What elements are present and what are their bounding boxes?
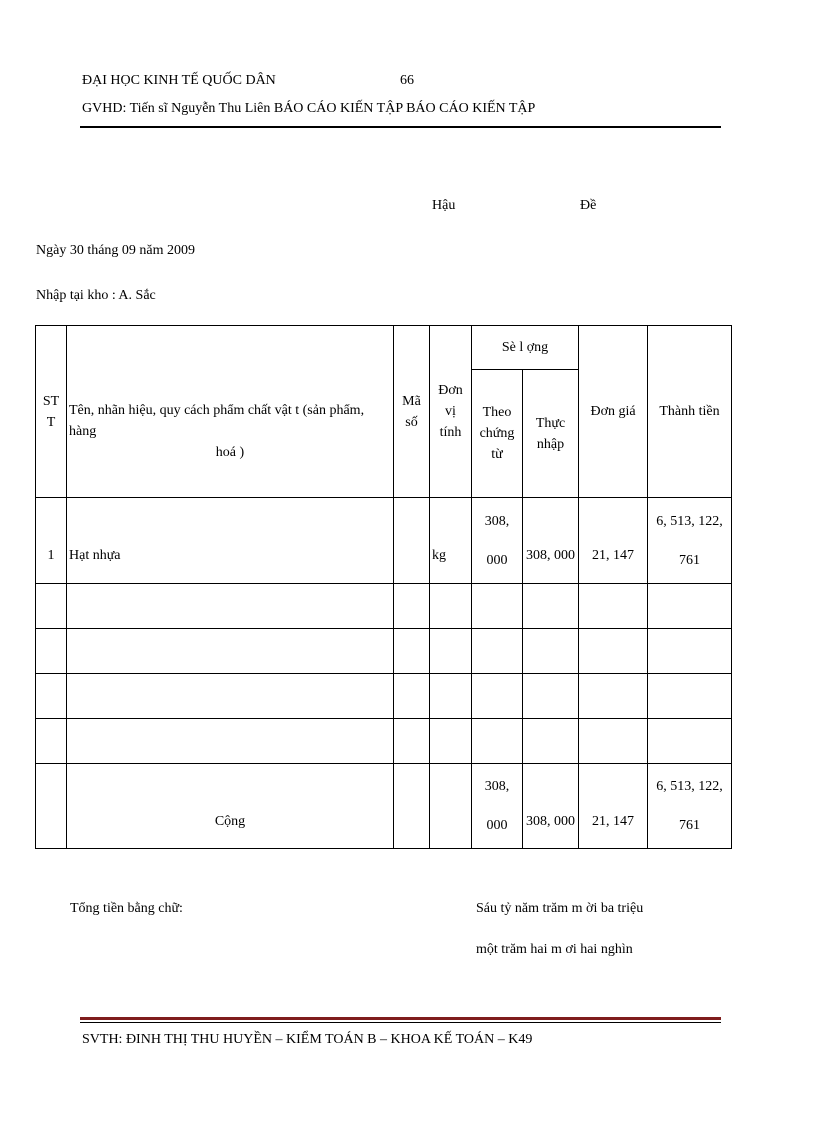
amount-in-words-line1: Sáu tỷ năm trăm m ời ba triệu <box>476 901 644 916</box>
amount-in-words-label: Tổng tiền bằng chữ: <box>70 901 183 916</box>
cell-stt: 1 <box>36 498 67 584</box>
table-row <box>36 629 732 674</box>
header-qty-document: Theo chứng từ <box>472 370 523 498</box>
table-row <box>36 719 732 764</box>
footer-rule <box>80 1017 721 1020</box>
header-quantity: Sè l ợng <box>472 326 579 370</box>
cell-total-amount: 6, 513, 122, 761 <box>648 764 732 849</box>
footer-rule-thin <box>80 1022 721 1023</box>
table-row <box>36 498 732 584</box>
amount-in-words-line2: một trăm hai m ơi hai nghìn <box>476 942 633 957</box>
header-amount: Thành tiền <box>648 326 732 498</box>
document-date: Ngày 30 tháng 09 năm 2009 <box>36 243 196 258</box>
header-unit: Đơn vị tính <box>430 326 472 498</box>
cell-total-qty-document: 308, 000 <box>472 764 523 849</box>
cell-total-unit-price: 21, 147 <box>579 764 648 849</box>
cell-total-qty-received: 308, 000 <box>523 764 579 849</box>
cell-code <box>394 498 430 584</box>
header-item-name: Tên, nhãn hiệu, quy cách phẩm chất vật t (sản phẩm, hàng hoá ) <box>67 326 394 498</box>
cell-unit-price: 21, 147 <box>579 498 648 584</box>
cell-unit: kg <box>430 498 472 584</box>
warehouse-label: Nhập tại kho : A. Sắc <box>36 288 156 303</box>
table-header-row <box>36 326 732 370</box>
cell-total-stt <box>36 764 67 849</box>
header-advisor: GVHD: Tiến sĩ Nguyễn Thu Liên BÁO CÁO KIẾN TẬP BÁO CÁO KIẾN TẬP <box>82 101 536 116</box>
page-number: 66 <box>400 73 414 88</box>
header-unit-price: Đơn giá <box>579 326 648 498</box>
header-stt: ST T <box>36 326 67 498</box>
footer-student: SVTH: ĐINH THỊ THU HUYỀN – KIỂM TOÁN B – KHOA KẾ TOÁN – K49 <box>82 1032 533 1047</box>
label-de: Đề <box>580 198 597 213</box>
receipt-table <box>35 325 732 849</box>
cell-amount: 6, 513, 122, 761 <box>648 498 732 584</box>
header-code: Mã số <box>394 326 430 498</box>
header-qty-received: Thực nhập <box>523 370 579 498</box>
header-university: ĐẠI HỌC KINH TẾ QUỐC DÂN <box>82 73 276 88</box>
table-row <box>36 584 732 629</box>
cell-qty-received: 308, 000 <box>523 498 579 584</box>
table-total-row <box>36 764 732 849</box>
label-hau: Hậu <box>432 198 456 213</box>
header-rule <box>80 126 721 128</box>
cell-total-label: Cộng <box>67 764 394 849</box>
cell-total-code <box>394 764 430 849</box>
cell-qty-document: 308, 000 <box>472 498 523 584</box>
table-row <box>36 674 732 719</box>
cell-total-unit <box>430 764 472 849</box>
cell-item-name: Hạt nhựa <box>67 498 394 584</box>
